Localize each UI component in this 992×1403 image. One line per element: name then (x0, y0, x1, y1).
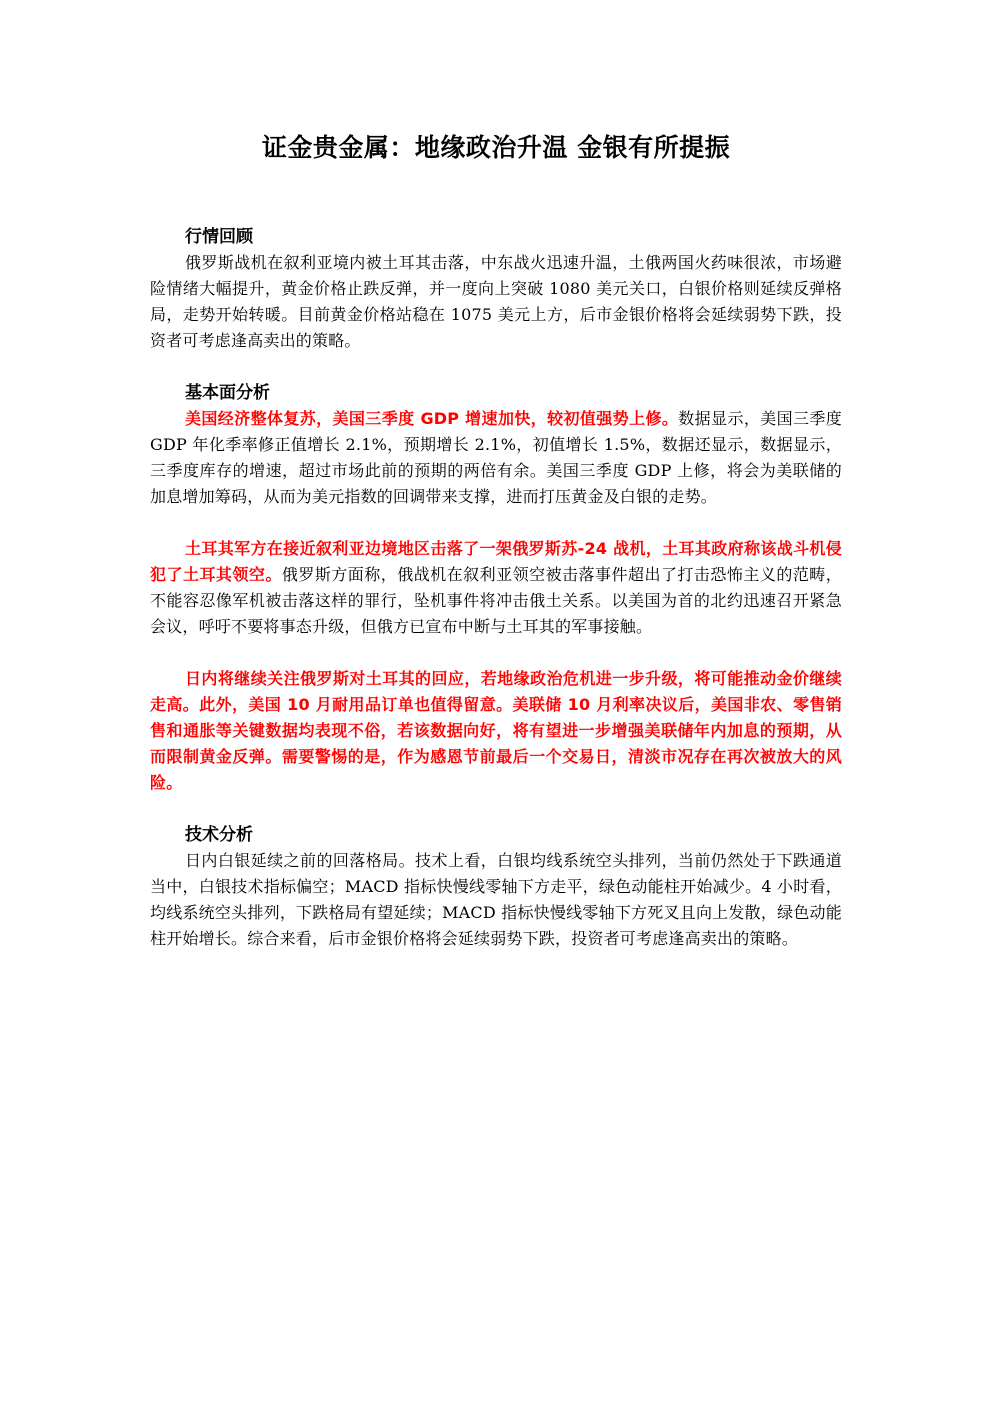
review-paragraph: 俄罗斯战机在叙利亚境内被土耳其击落，中东战火迅速升温，土俄两国火药味很浓，市场避险情绪大幅提升，黄金价格止跌反弹，并一度向上突破 1080 美元关口，白银价格则延续反弹格局，走势开始转暖。目前黄金价格站稳在 1075 美元上方，后市金银价格将会延续弱势下跌，投资者可考虑逢高卖出的策略。 (150, 253, 842, 350)
section-heading-technical: 技术分析 (185, 825, 253, 845)
highlight-text-2: 土耳其军方在接近叙利亚边境地区击落了一架俄罗斯苏-24 战机，土耳其政府称该战斗机侵犯了土耳其领空。 (150, 539, 842, 584)
fundamentals-paragraph-2 (150, 536, 842, 640)
section-fundamentals (150, 380, 842, 796)
section-market-review (150, 224, 842, 354)
fundamentals-paragraph-1 (150, 406, 842, 510)
document-body (150, 224, 842, 978)
highlight-text-1: 美国经济整体复苏，美国三季度 GDP 增速加快，较初值强势上修。 (185, 409, 679, 428)
section-heading-review: 行情回顾 (185, 227, 253, 247)
section-technical (150, 822, 842, 952)
body-text-2: 俄罗斯方面称，俄战机在叙利亚领空被击落事件超出了打击恐怖主义的范畴，不能容忍像军机被击落这样的罪行，坠机事件将冲击俄土关系。以美国为首的北约迅速召开紧急会议，呼吁不要将事态升级，但俄方已宣布中断与土耳其的军事接触。 (150, 565, 842, 636)
technical-paragraph: 日内白银延续之前的回落格局。技术上看，白银均线系统空头排列，当前仍然处于下跌通道当中，白银技术指标偏空；MACD 指标快慢线零轴下方走平，绿色动能柱开始减少。4 小时看，均线系统空头排列，下跌格局有望延续；MACD 指标快慢线零轴下方死叉且向上发散，绿色动能柱开始增长。综合来看，后市金银价格将会延续弱势下跌，投资者可考虑逢高卖出的策略。 (150, 851, 842, 948)
section-heading-fundamentals: 基本面分析 (185, 383, 270, 403)
page-title: 证金贵金属：地缘政治升温 金银有所提振 (261, 133, 731, 162)
body-text-1: 数据显示，美国三季度 GDP 年化季率修正值增长 2.1%，预期增长 2.1%，初值增长 1.5%，数据还显示，数据显示，三季度库存的增速，超过市场此前的预期的两倍有余。美国三季度 GDP 上修，将会为美联储的加息增加筹码，从而为美元指数的回调带来支撑，进而打压黄金及白银的走势。 (150, 409, 842, 506)
fundamentals-paragraph-3: 日内将继续关注俄罗斯对土耳其的回应，若地缘政治危机进一步升级，将可能推动金价继续走高。此外，美国 10 月耐用品订单也值得留意。美联储 10 月利率决议后，美国非农、零售销售和通胀等关键数据均表现不俗，若该数据向好，将有望进一步增强美联储年内加息的预期，从而限制黄金反弹。需要警惕的是，作为感恩节前最后一个交易日，清淡市况存在再次被放大的风险。 (150, 669, 842, 792)
